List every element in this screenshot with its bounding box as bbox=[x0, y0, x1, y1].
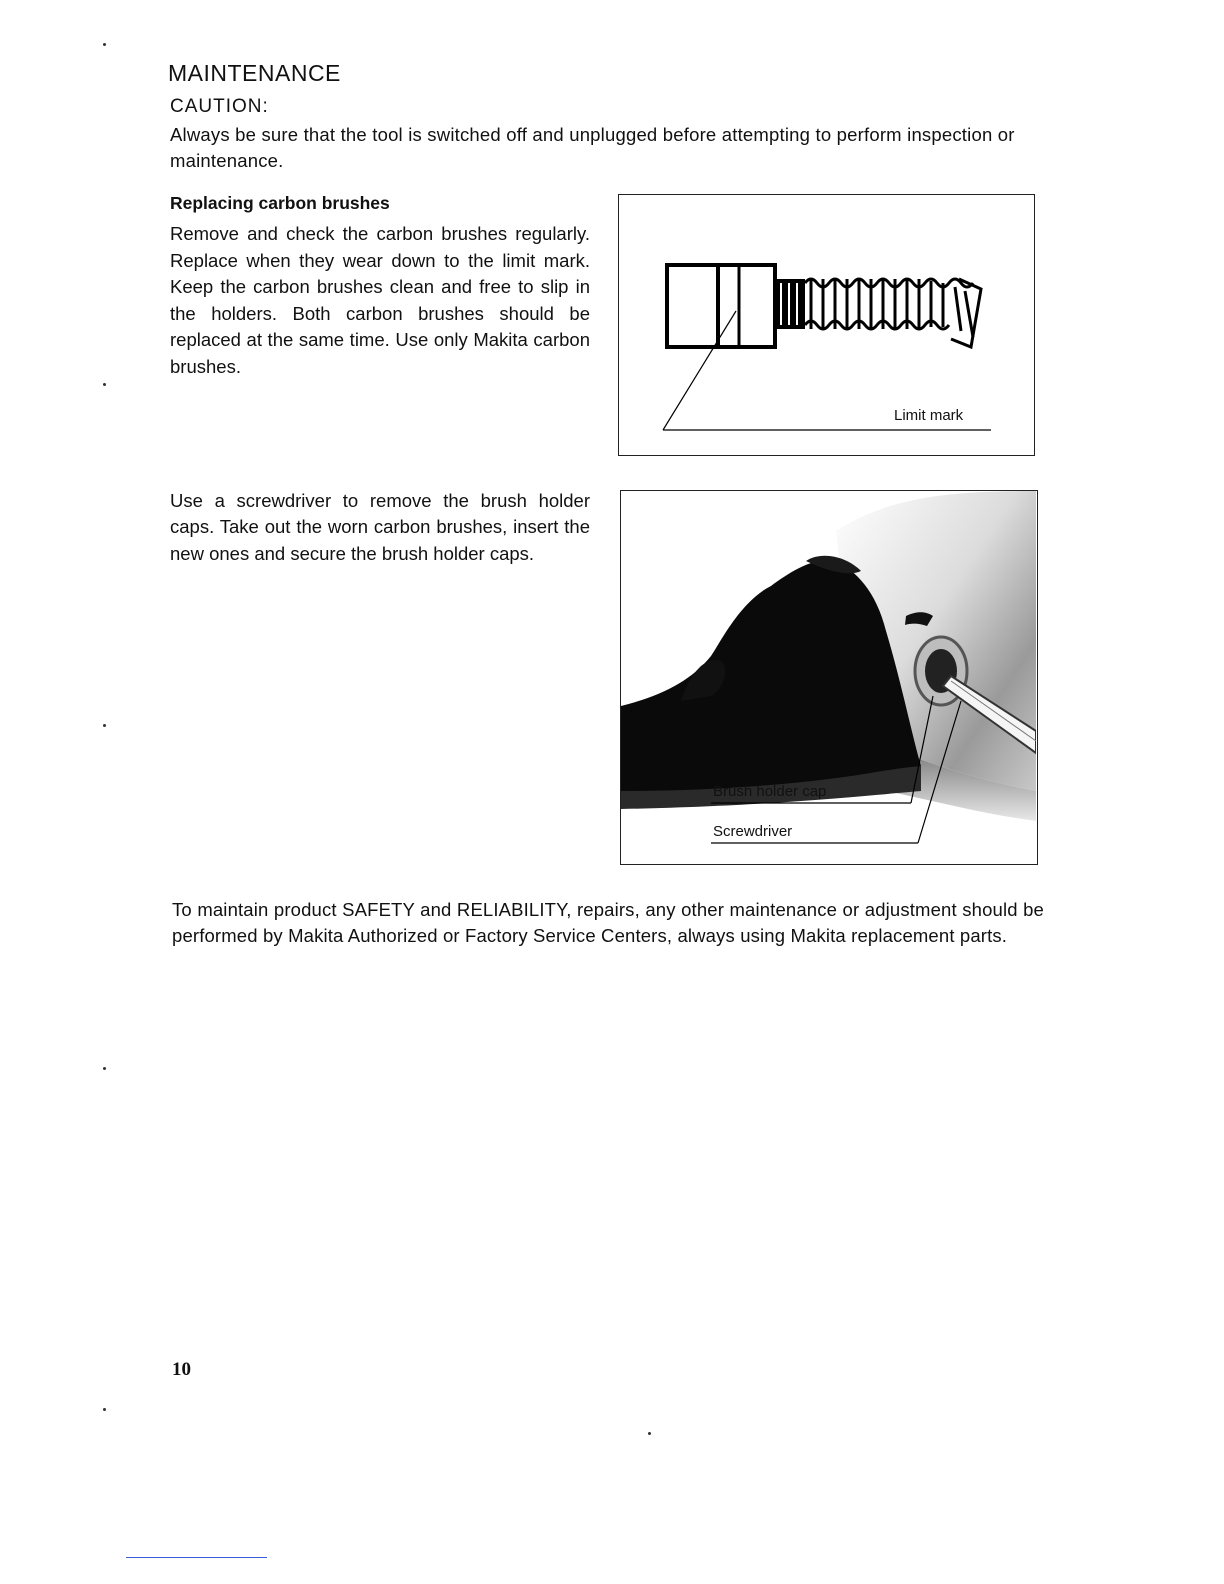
brush-holder-cap-label: Brush holder cap bbox=[713, 783, 827, 800]
scan-speck bbox=[648, 1432, 651, 1435]
limit-mark-label: Limit mark bbox=[894, 407, 964, 424]
caution-text: Always be sure that the tool is switched off and unplugged before attempting to perform inspection or maintenance. bbox=[170, 124, 1015, 171]
screwdriver-label: Screwdriver bbox=[713, 823, 793, 840]
cap-instructions: Use a screwdriver to remove the brush holder caps. Take out the worn carbon brushes, insert the new ones and secure the brush holder caps. bbox=[170, 490, 590, 564]
page-title: MAINTENANCE bbox=[168, 60, 341, 86]
scan-speck bbox=[103, 1408, 106, 1411]
caution-label: CAUTION: bbox=[170, 96, 269, 117]
brush-holder-photo bbox=[620, 490, 1038, 865]
scan-speck bbox=[103, 43, 106, 46]
scan-speck bbox=[103, 1067, 106, 1070]
service-notice: To maintain product SAFETY and RELIABILITY, repairs, any other maintenance or adjustment should be performed by Makita Authorized or Factory Service Centers, always using Makita replacement parts. bbox=[172, 899, 1044, 947]
section-title: Replacing carbon brushes bbox=[170, 193, 390, 213]
brush-instructions: Remove and check the carbon brushes regularly. Replace when they wear down to the limit mark. Keep the carbon brushes clean and free to slip in the holders. Both carbon brushes should be replaced at the same time. Use only Makita carbon brushes. bbox=[170, 223, 590, 377]
carbon-brush-diagram bbox=[619, 195, 1033, 454]
carbon-brush-figure bbox=[618, 194, 1035, 456]
page-number: 10 bbox=[172, 1359, 191, 1380]
scan-speck bbox=[103, 383, 106, 386]
scan-speck bbox=[103, 724, 106, 727]
tool-photo-illustration bbox=[621, 491, 1036, 863]
scan-edge-line bbox=[126, 1557, 267, 1558]
